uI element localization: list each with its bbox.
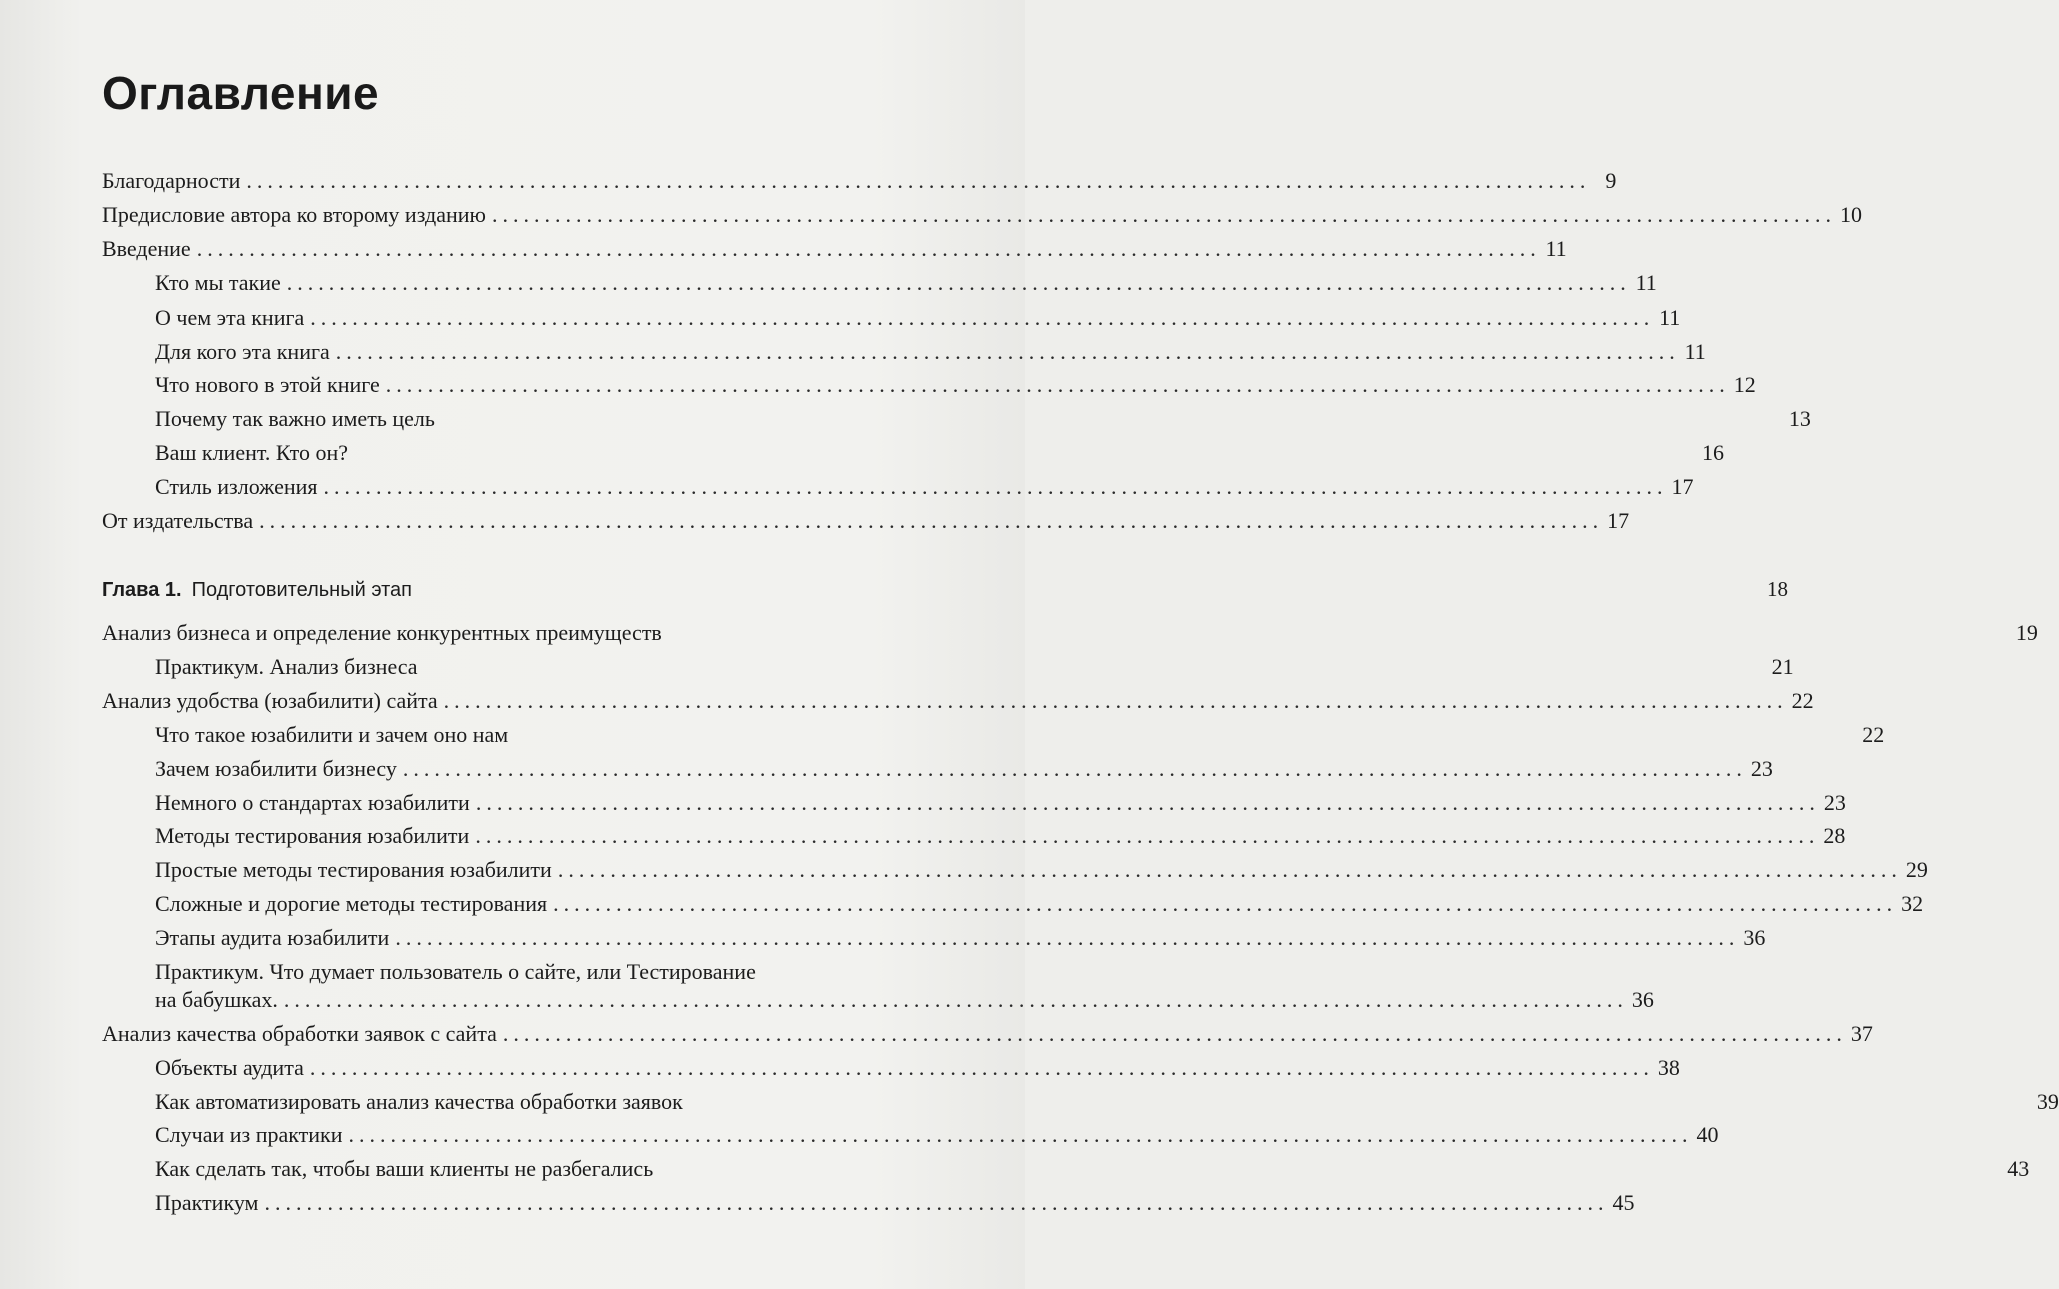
toc-page-number: 29 [1905, 857, 1928, 882]
toc-entry-label: Этапы аудита юзабилити [155, 925, 390, 950]
toc-leader-dots: ................................................................................................................................ [259, 508, 1604, 533]
toc-entry-label: От издательства [102, 508, 254, 533]
toc-entry-label: Кто мы такие [155, 270, 281, 295]
toc-entry [155, 270, 1657, 296]
toc-page-number: 9 [1605, 168, 1617, 193]
toc-entry [155, 1089, 2059, 1115]
toc-page-number: 23 [1750, 756, 1773, 781]
toc-page-number: 21 [1771, 654, 1794, 679]
toc-entry-label: Случаи из практики [155, 1122, 343, 1147]
toc-page-number: 40 [1696, 1122, 1719, 1147]
toc-entry-label: Анализ качества обработки заявок с сайта [102, 1021, 497, 1046]
toc-page-number: 36 [1631, 987, 1654, 1012]
toc-leader-dots: ................................................................................................................................ [443, 688, 1788, 713]
toc-chapter-label [102, 577, 412, 603]
toc-entry [155, 654, 1794, 680]
toc-entry [155, 372, 1756, 398]
toc-entry [102, 1021, 1873, 1047]
toc-leader-dots: ................................................................................................................................ [335, 339, 1680, 364]
toc-entry-label: Сложные и дорогие методы тестирования [155, 891, 548, 916]
toc-leader-dots: ................................................................................................................................ [283, 987, 1628, 1012]
toc-entry [102, 236, 1567, 262]
toc-leader-dots: ................................................................................................................................ [491, 202, 1836, 227]
toc-leader-dots: ................................................................................................................................ [475, 823, 1820, 848]
toc-page-number: 45 [1612, 1190, 1635, 1215]
toc-entry-label: Введение [102, 236, 191, 261]
toc-entry [102, 620, 2038, 646]
toc-page-number: 11 [1659, 305, 1681, 330]
toc-page-number: 17 [1607, 508, 1630, 533]
toc-page-number: 43 [2007, 1156, 2030, 1181]
toc-entry-label: Ваш клиент. Кто он? [155, 440, 349, 465]
toc-entry-label: Анализ бизнеса и определение конкурентных преимуществ [102, 620, 662, 645]
toc-entry-label: Методы тестирования юзабилити [155, 823, 470, 848]
toc-page-number: 23 [1823, 790, 1846, 815]
toc-leader-dots: ................................................................................................................................ [309, 1055, 1654, 1080]
toc-entry [155, 440, 1725, 466]
toc-page-number: 38 [1657, 1055, 1680, 1080]
toc-entry [155, 857, 1928, 883]
toc-entry [155, 722, 1885, 748]
toc-page-number: 16 [1702, 440, 1725, 465]
toc-page-number: 22 [1862, 722, 1885, 747]
toc-entry-label: Как сделать так, чтобы ваши клиенты не разбегались [155, 1156, 654, 1181]
chapter-number: Глава 1. [102, 579, 182, 601]
toc-leader-dots: ................................................................................................................................ [402, 756, 1747, 781]
toc-entry [102, 168, 1617, 194]
toc-entry-label-continuation: на бабушках. [155, 987, 278, 1012]
toc-entry [155, 406, 1811, 432]
toc-page-number: 11 [1684, 339, 1706, 364]
toc-page-number: 37 [1850, 1021, 1873, 1046]
toc-entry [155, 756, 1773, 782]
toc-page-number: 36 [1743, 925, 1766, 950]
toc-leader-dots: ................................................................................................................................ [395, 925, 1740, 950]
toc-page-number: 19 [2015, 620, 2038, 645]
toc-entry-label: Простые методы тестирования юзабилити [155, 857, 552, 882]
toc-page-number: 18 [1766, 577, 1788, 601]
toc-entry-label: Для кого эта книга [155, 339, 330, 364]
toc-entry-label: О чем эта книга [155, 305, 305, 330]
page-title: Оглавление [102, 67, 380, 119]
toc-leader-dots: ................................................................................................................................ [557, 857, 1902, 882]
toc-entry [102, 688, 1814, 714]
toc-page-number: 22 [1791, 688, 1814, 713]
toc-entry [155, 790, 1846, 816]
toc-entry [155, 474, 1694, 500]
toc-entry-label: Практикум. Анализ бизнеса [155, 654, 418, 679]
toc-entry-label-line1: Практикум. Что думает пользователь о сайте, или Тестирование [155, 959, 756, 984]
toc-entry [155, 1122, 1719, 1148]
chapter-title: Подготовительный этап [191, 579, 412, 601]
toc-entry [155, 1156, 2030, 1182]
toc-entry-label: Предисловие автора ко второму изданию [102, 202, 486, 227]
toc-page-number: 11 [1635, 270, 1657, 295]
toc-leader-dots: ................................................................................................................................ [553, 891, 1898, 916]
toc-entry-label: Зачем юзабилити бизнесу [155, 756, 397, 781]
toc-entry-label: Практикум [155, 1190, 259, 1215]
toc-page-number: 28 [1823, 823, 1846, 848]
toc-entry-label: Как автоматизировать анализ качества обработки заявок [155, 1089, 683, 1114]
toc-leader-dots: ................................................................................................................................ [264, 1190, 1609, 1215]
toc-entry [102, 508, 1630, 534]
toc-leader-dots: ................................................................................................................................ [196, 236, 1541, 261]
toc-entry [155, 305, 1681, 331]
toc-chapter-heading [102, 576, 1788, 603]
toc-entry-label: Благодарности [102, 168, 241, 193]
toc-page-number: 32 [1901, 891, 1924, 916]
toc-entry [155, 925, 1766, 951]
toc-leader-dots: ................................................................................................................................ [475, 790, 1820, 815]
toc-leader-dots: ................................................................................................................................ [286, 270, 1631, 295]
toc-entry-label: Что такое юзабилити и зачем оно нам [155, 722, 509, 747]
toc-leader-dots: ................................................................................................................................ [323, 474, 1668, 499]
toc-entry [155, 1190, 1635, 1216]
toc-page-number: 13 [1788, 406, 1811, 431]
toc-page-number: 39 [2036, 1089, 2059, 1114]
toc-entry [155, 891, 1924, 917]
toc-leader-dots: ................................................................................................................................ [310, 305, 1655, 330]
toc-page-number: 11 [1545, 236, 1567, 261]
toc-entry [155, 1055, 1680, 1081]
toc-page-number: 17 [1671, 474, 1694, 499]
toc-entry-label: Почему так важно иметь цель [155, 406, 435, 431]
toc-entry [155, 823, 1846, 849]
toc-page-number: 12 [1733, 372, 1756, 397]
toc-page-number: 10 [1839, 202, 1862, 227]
toc-entry [155, 339, 1706, 365]
toc-entry-label: Объекты аудита [155, 1055, 304, 1080]
toc-entry-label: Что нового в этой книге [155, 372, 380, 397]
toc-leader-dots: ................................................................................................................................ [246, 168, 1591, 193]
toc-entry [102, 202, 1862, 228]
toc-leader-dots: ................................................................................................................................ [385, 372, 1730, 397]
toc-entry-label: Анализ удобства (юзабилити) сайта [102, 688, 438, 713]
toc-entry-label: Немного о стандартах юзабилити [155, 790, 470, 815]
toc-leader-dots: ................................................................................................................................ [502, 1021, 1847, 1046]
toc-entry-label: Стиль изложения [155, 474, 318, 499]
toc-entry [155, 987, 1654, 1013]
toc-leader-dots: ................................................................................................................................ [348, 1122, 1693, 1147]
